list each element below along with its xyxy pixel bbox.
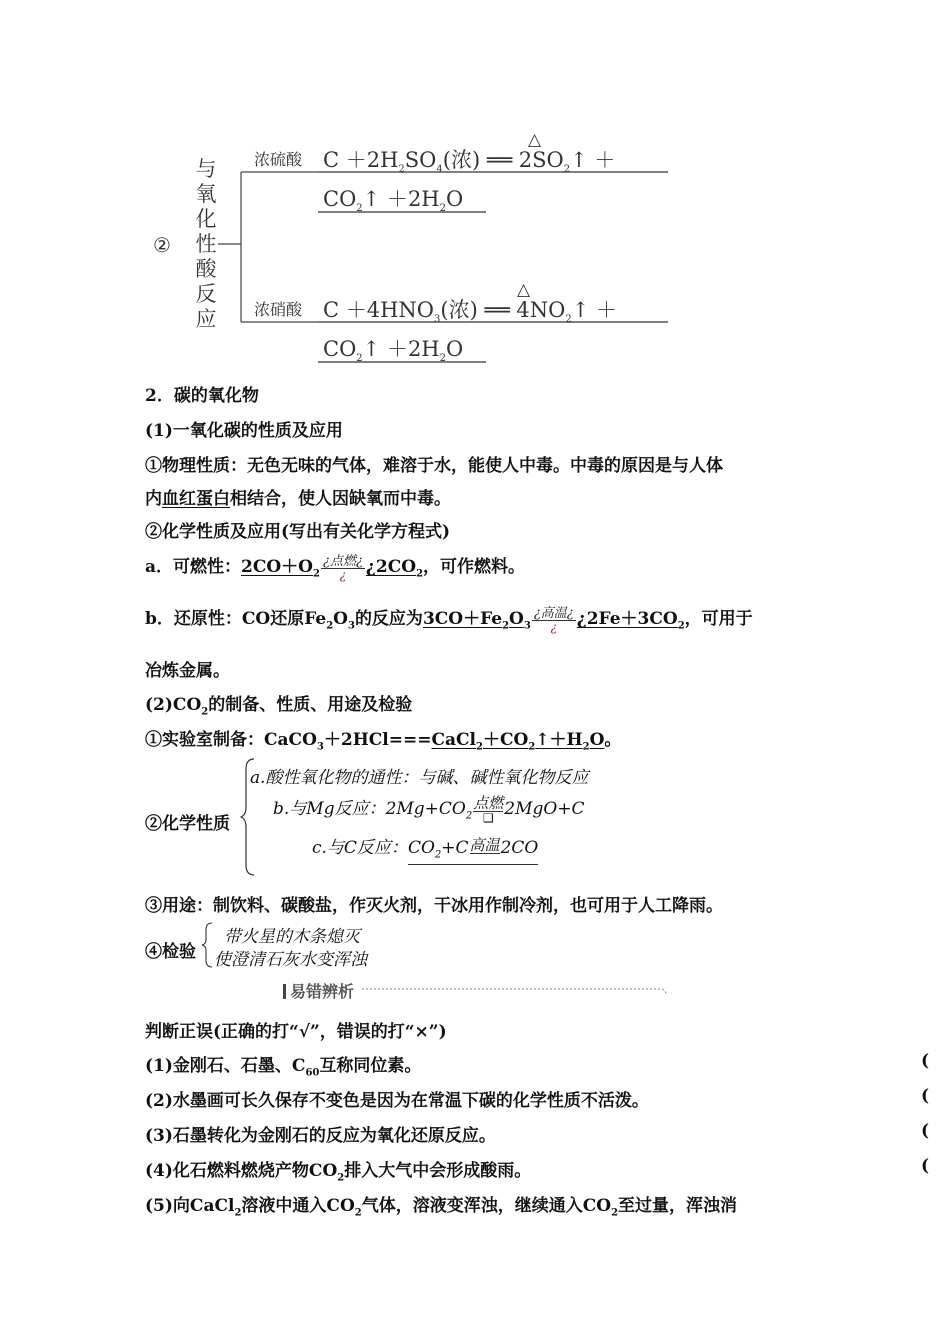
co-chem-title: ②化学性质及应用(写出有关化学方程式): [145, 522, 451, 542]
section-title: 2．碳的氧化物: [145, 386, 259, 406]
co2-test-1: 带火星的木条熄灭: [224, 927, 360, 947]
banner-bar-icon: [283, 984, 286, 999]
condition-heat-2: △: [517, 280, 531, 300]
judge-title: 判断正误(正确的打“√”，错误的打“×”): [145, 1022, 447, 1042]
reagent-sulfuric: 浓硫酸: [254, 150, 303, 169]
vertical-label: 与 氧 化 性 酸 反 应: [195, 157, 217, 331]
banner-dotted-line: [360, 985, 670, 997]
reagent-nitric: 浓硝酸: [254, 300, 303, 319]
answer-paren-1[interactable]: (: [921, 1051, 930, 1071]
judge-item-1: (1)金刚石、石墨、$C_{60}$互称同位素。: [145, 1056, 422, 1079]
answer-paren-2[interactable]: (: [921, 1086, 930, 1106]
co2-chem-c: c.与C反应：$CO_2+C$ 高温 2CO: [312, 833, 538, 860]
judge-item-4: (4)化石燃料燃烧产物$CO_2$排入大气中会形成酸雨。: [145, 1161, 532, 1184]
condition-ignite: $\frac{\text{¿点燃¿}}{¿}$: [322, 553, 363, 582]
eq-sulfuric-line1: $C +2H_2SO_4$(浓) ══ $2SO_2↑$ ＋: [323, 148, 616, 176]
condition-heat-1: △: [528, 130, 542, 150]
co2-chem-label: ②化学性质: [145, 814, 230, 834]
error-analysis-banner: 易错辨析: [283, 979, 354, 1002]
circle-label: ②: [153, 233, 171, 257]
condition-high-temp: $\frac{\text{¿高温¿}}{¿}$: [533, 605, 574, 634]
co-reducibility-line2: 冶炼金属。: [145, 661, 230, 681]
co-combustibility: a．可燃性：$2CO+O_2$ $\frac{\text{¿点燃¿}}{¿}$ ¿$2CO_2$，可作燃料。: [145, 553, 526, 582]
co-physical-line2: 内血红蛋白相结合，使人因缺氧而中毒。: [145, 489, 451, 509]
co2-chem-a: a.酸性氧化物的通性：与碱、碱性氧化物反应: [250, 768, 589, 788]
co2-test-brace: [201, 922, 215, 968]
answer-paren-4[interactable]: (: [921, 1156, 930, 1176]
answer-paren-3[interactable]: (: [921, 1121, 930, 1141]
eq-sulfuric-line2: $CO_2↑ +2H_2O$: [323, 187, 464, 215]
co2-test-label: ④检验: [145, 942, 196, 962]
judge-item-5: (5)向CaCl$_2$溶液中通入$CO_2$气体，溶液变浑浊，继续通入$CO_2$至过量，浑浊消: [145, 1196, 738, 1219]
co2-lab-prep: ①实验室制备：$CaCO_3+2HCl===CaCl_2+CO_2↑+H_2O$。: [145, 730, 622, 753]
judge-item-2: (2)水墨画可长久保存不变色是因为在常温下碳的化学性质不活泼。: [145, 1091, 649, 1111]
judge-item-3: (3)石墨转化为金刚石的反应为氧化还原反应。: [145, 1126, 496, 1146]
eq-nitric-line1: $C +4HNO_3$(浓) ══ $4NO_2↑$ ＋: [323, 298, 618, 326]
co-title: (1)一氧化碳的性质及应用: [145, 421, 343, 441]
co2-title: $(2)CO_2$的制备、性质、用途及检验: [145, 695, 413, 718]
eq-nitric-line2: $CO_2↑ +2H_2O$: [323, 337, 464, 365]
co2-test-2: 使澄清石灰水变浑浊: [214, 950, 367, 970]
co-physical-line1: ①物理性质：无色无味的气体，难溶于水，能使人中毒。中毒的原因是与人体: [145, 456, 723, 476]
co2-use: ③用途：制饮料、碳酸盐，作灭火剂，干冰用作制冷剂，也可用于人工降雨。: [145, 896, 723, 916]
co-reducibility: b．还原性：CO还原$Fe_2O_3$的反应为$3CO+Fe_2O_3$ $\frac{\text{¿高温¿}}{¿}$ ¿$2Fe+3CO_2$，可用于: [145, 605, 753, 634]
co2-chem-b: b.与Mg反应：$2Mg+CO_2$ $\frac{\text{点燃}}{❑}$ 2MgO+C: [273, 793, 585, 825]
